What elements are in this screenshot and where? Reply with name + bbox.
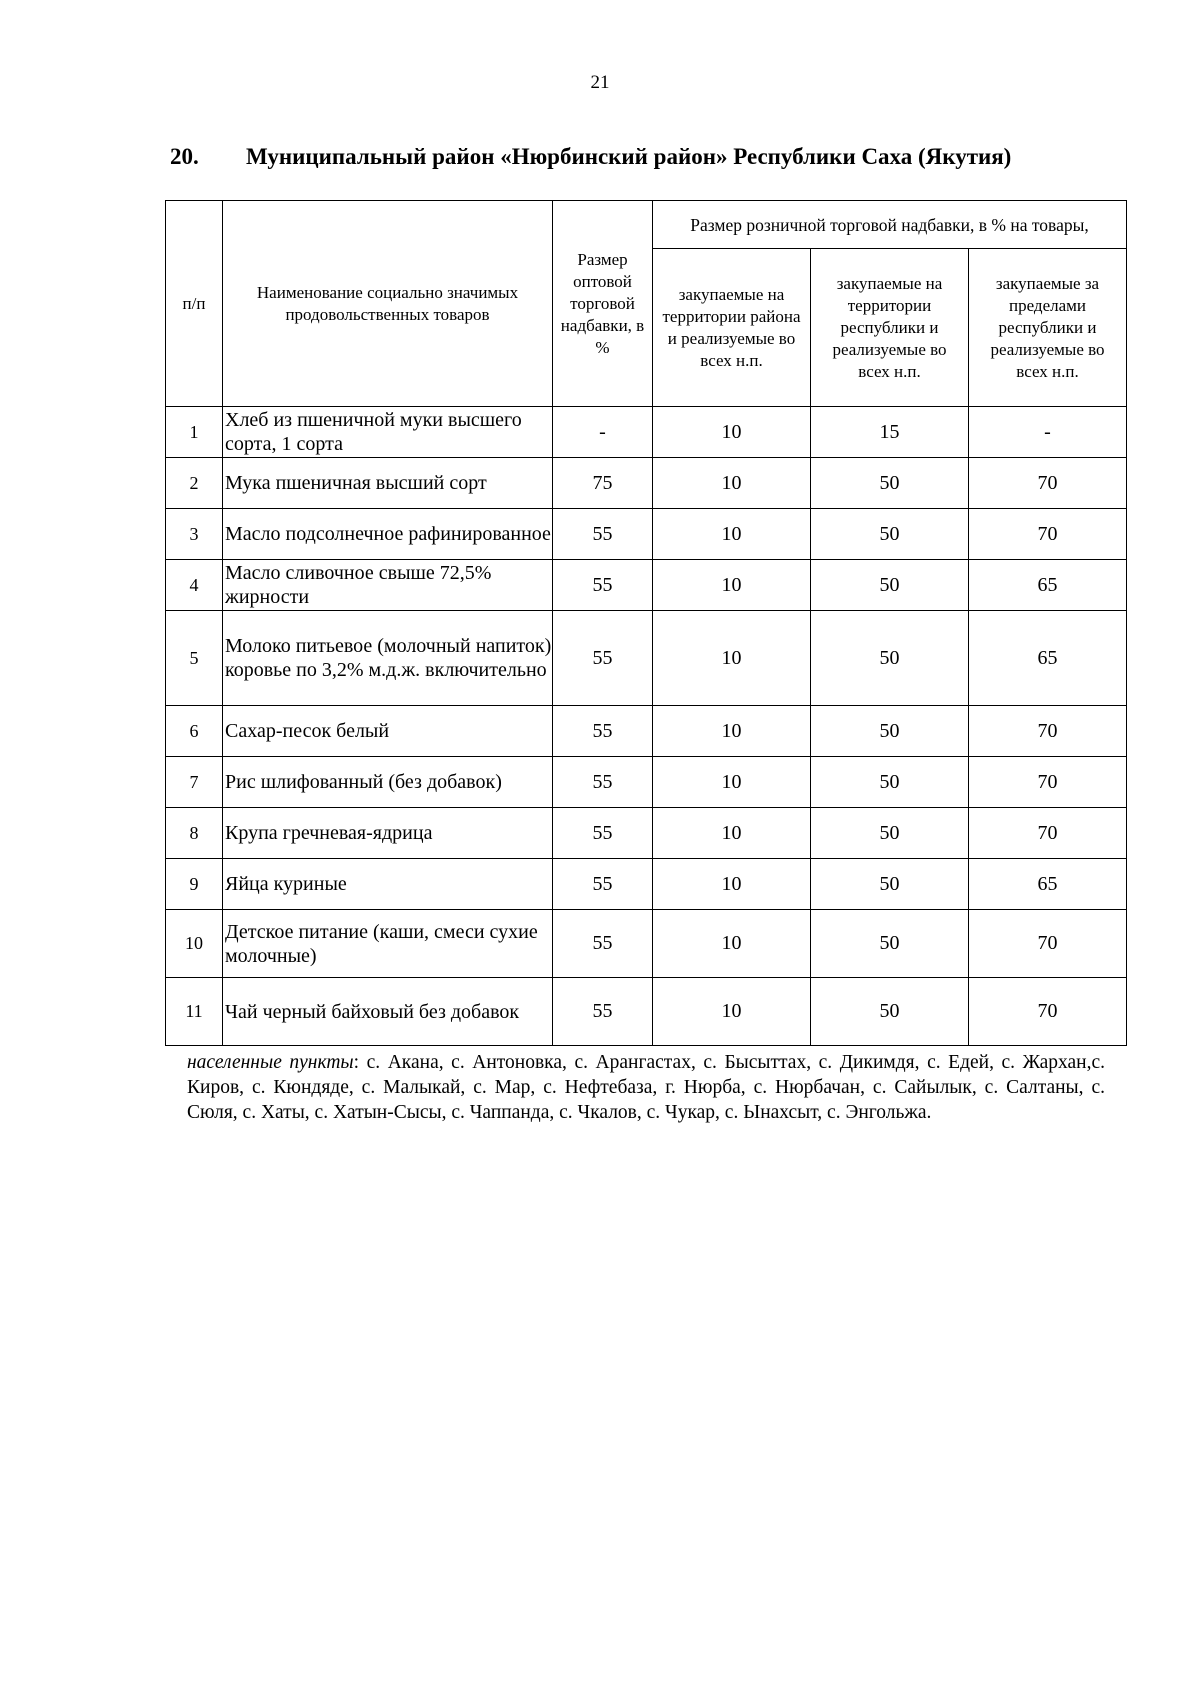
table-row [166,757,1127,808]
row-district: 10 [653,910,811,978]
row-outside: 70 [969,706,1127,757]
row-republic: 50 [811,757,969,808]
row-wholesale: 75 [553,458,653,509]
row-district: 10 [653,560,811,611]
row-district: 10 [653,458,811,509]
settlements-label: населенные пункты [187,1052,354,1073]
markup-table [165,200,1127,1046]
row-wholesale: 55 [553,808,653,859]
row-district: 10 [653,509,811,560]
row-outside: - [969,407,1127,458]
row-district: 10 [653,407,811,458]
section-number: 20. [170,144,199,169]
row-republic: 50 [811,859,969,910]
table-row [166,978,1127,1046]
row-name: Сахар-песок белый [223,706,553,757]
row-outside: 65 [969,611,1127,706]
row-wholesale: 55 [553,757,653,808]
row-wholesale: 55 [553,509,653,560]
table-row [166,706,1127,757]
header-num: п/п [166,201,223,407]
row-name: Мука пшеничная высший сорт [223,458,553,509]
row-republic: 50 [811,706,969,757]
row-republic: 50 [811,560,969,611]
row-wholesale: 55 [553,706,653,757]
table-row [166,611,1127,706]
row-wholesale: 55 [553,910,653,978]
table-row [166,407,1127,458]
table-row [166,808,1127,859]
row-wholesale: 55 [553,560,653,611]
row-name: Крупа гречневая-ядрица [223,808,553,859]
row-num: 1 [166,407,223,458]
row-wholesale: - [553,407,653,458]
header-retail-group: Размер розничной торговой надбавки, в % на товары, [653,201,1127,249]
row-outside: 70 [969,458,1127,509]
row-name: Молоко питьевое (молочный напиток) коровье по 3,2% м.д.ж. включительно [223,611,553,706]
row-district: 10 [653,757,811,808]
row-outside: 65 [969,560,1127,611]
row-district: 10 [653,859,811,910]
row-wholesale: 55 [553,859,653,910]
row-name: Яйца куриные [223,859,553,910]
table-row [166,560,1127,611]
row-num: 9 [166,859,223,910]
header-wholesale: Размер оптовой торговой надбавки, в % [553,201,653,407]
row-num: 4 [166,560,223,611]
row-outside: 70 [969,757,1127,808]
row-name: Детское питание (каши, смеси сухие молочные) [223,910,553,978]
row-num: 2 [166,458,223,509]
row-district: 10 [653,706,811,757]
row-republic: 50 [811,808,969,859]
row-republic: 15 [811,407,969,458]
settlements-note [187,1050,1105,1125]
row-republic: 50 [811,910,969,978]
header-retail-republic: закупаемые на территории республики и реализуемые во всех н.п. [811,249,969,407]
row-district: 10 [653,808,811,859]
row-num: 7 [166,757,223,808]
row-name: Масло сливочное свыше 72,5% жирности [223,560,553,611]
header-retail-outside: закупаемые за пределами республики и реализуемые во всех н.п. [969,249,1127,407]
row-wholesale: 55 [553,611,653,706]
table-row [166,458,1127,509]
row-num: 10 [166,910,223,978]
settlements-list: : с. Акана, с. Антоновка, с. Арангастах, с. Бысыттах, с. Дикимдя, с. Едей, с. Жархан,с. Киров, с. Кюндяде, с. Малыкай, с. Мар, с. Нефтебаза, г. Нюрба, с. Нюрбачан, с. Сайылык, с. Салтаны, с. Сюля, с. Хаты, с. Хатын-Сысы, с. Чаппанда, с. Чкалов, с. Чукар, с. Ынахсыт, с. Энгольжа. [187,1052,1105,1123]
row-name: Хлеб из пшеничной муки высшего сорта, 1 сорта [223,407,553,458]
table-row [166,509,1127,560]
row-district: 10 [653,611,811,706]
row-outside: 70 [969,978,1127,1046]
row-republic: 50 [811,611,969,706]
row-num: 8 [166,808,223,859]
header-name: Наименование социально значимых продовольственных товаров [223,201,553,407]
row-num: 5 [166,611,223,706]
section-title [170,144,1011,170]
row-outside: 70 [969,509,1127,560]
table-row [166,910,1127,978]
row-name: Чай черный байховый без добавок [223,978,553,1046]
row-republic: 50 [811,509,969,560]
row-name: Рис шлифованный (без добавок) [223,757,553,808]
row-num: 11 [166,978,223,1046]
row-name: Масло подсолнечное рафинированное [223,509,553,560]
row-num: 6 [166,706,223,757]
row-district: 10 [653,978,811,1046]
row-num: 3 [166,509,223,560]
row-outside: 70 [969,910,1127,978]
section-title-text: Муниципальный район «Нюрбинский район» Республики Саха (Якутия) [246,144,1012,169]
page-number: 21 [590,72,610,93]
row-republic: 50 [811,978,969,1046]
table-row [166,859,1127,910]
row-wholesale: 55 [553,978,653,1046]
header-retail-district: закупаемые на территории района и реализуемые во всех н.п. [653,249,811,407]
row-outside: 65 [969,859,1127,910]
row-outside: 70 [969,808,1127,859]
row-republic: 50 [811,458,969,509]
